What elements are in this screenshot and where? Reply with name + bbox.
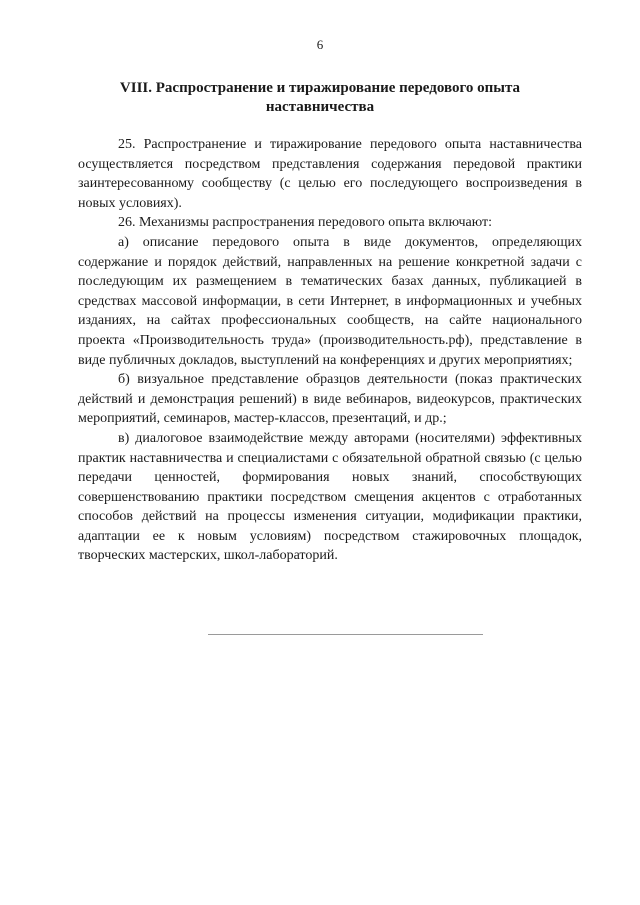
paragraph-25: 25. Распространение и тиражирование передового опыта наставничества осуществляется посредством представления содержания передовой практики заинтересованному сообществу (с целью его последующего воспроизведения в новых условиях). xyxy=(78,137,582,211)
section-heading-line-2: наставничества xyxy=(265,99,375,115)
section-heading-line-1: VIII. Распространение и тиражирование передового опыта xyxy=(119,80,521,96)
section-heading xyxy=(90,79,550,117)
list-item-c: в) диалоговое взаимодействие между авторами (носителями) эффективных практик наставничества и специалистами с обязательной обратной связью (с целью передачи ценностей, формирования новых знаний, способствующих совершенствованию практики посредством смещения акцентов с отработанных способов действий на процессы изменения ситуации, модификации практики, адаптации ее к новым условиям) посредством стажировочных площадок, творческих мастерских, школ-лабораторий. xyxy=(78,430,582,564)
list-item-a: а) описание передового опыта в виде документов, определяющих содержание и порядок действий, направленных на решение конкретной задачи с последующим их размещением в тематических базах данных, публикацией в средствах массовой информации, в сети Интернет, в информационных и учебных изданиях, на сайтах профессиональных сообществ, на сайте национального проекта «Производительность труда» (производительность.рф), представление в виде публичных докладов, выступлений на конференциях и других мероприятиях; xyxy=(78,234,582,368)
list-item-b: б) визуальное представление образцов деятельности (показ практических действий и демонстрация решений) в виде вебинаров, видеокурсов, практических мероприятий, семинаров, мастер-классов, презентаций, и др.; xyxy=(78,372,582,427)
end-divider-line xyxy=(208,634,483,635)
page-number: 6 xyxy=(316,37,324,52)
document-body xyxy=(78,135,582,566)
paragraph-26: 26. Механизмы распространения передового опыта включают: xyxy=(118,215,493,231)
